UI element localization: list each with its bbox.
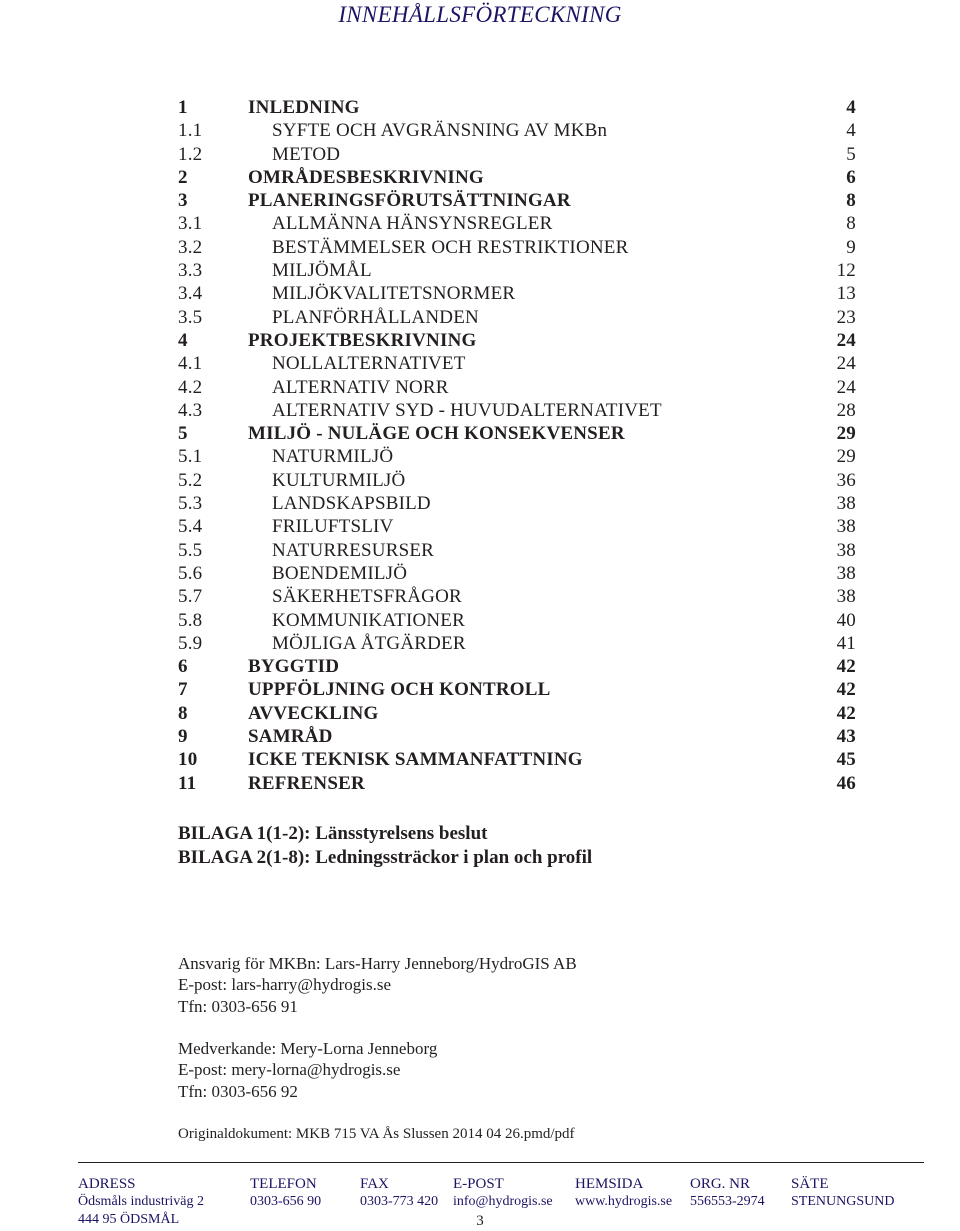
toc-page-number: 24	[836, 376, 856, 398]
toc-number: 5.9	[178, 632, 203, 654]
appendix-1: BILAGA 1(1-2): Länsstyrelsens beslut	[178, 823, 488, 844]
toc-title: FRILUFTSLIV	[272, 516, 394, 538]
toc-row	[0, 469, 960, 492]
toc-number: 5.8	[178, 609, 203, 631]
toc-row	[0, 376, 960, 399]
toc-page-number: 6	[846, 166, 856, 188]
toc-row	[0, 352, 960, 375]
toc-title: BYGGTID	[248, 656, 340, 678]
page-title: INNEHÅLLSFÖRTECKNING	[338, 2, 622, 27]
toc-row	[0, 772, 960, 795]
footer-address-line1: Ödsmåls industriväg 2	[78, 1194, 204, 1209]
toc-title: ALTERNATIV NORR	[272, 376, 449, 398]
toc-row	[0, 562, 960, 585]
toc-number: 4.2	[178, 376, 203, 398]
toc-title: AVVECKLING	[248, 702, 379, 724]
toc-title: MILJÖMÅL	[272, 260, 372, 282]
toc-row	[0, 492, 960, 515]
toc-row	[0, 609, 960, 632]
toc-number: 4	[178, 329, 188, 351]
toc-title: MÖJLIGA ÅTGÄRDER	[272, 632, 466, 654]
footer-website-label: HEMSIDA	[575, 1176, 644, 1192]
toc-number: 3.3	[178, 260, 203, 282]
toc-page-number: 38	[836, 586, 856, 608]
toc-page-number: 38	[836, 493, 856, 515]
footer-divider	[78, 1162, 924, 1163]
toc-title: NOLLALTERNATIVET	[272, 353, 466, 375]
toc-row	[0, 282, 960, 305]
toc-title: LANDSKAPSBILD	[272, 493, 431, 515]
toc-page-number: 42	[836, 679, 856, 701]
footer-fax-label: FAX	[360, 1176, 389, 1192]
toc-page-number: 42	[836, 656, 856, 678]
toc-row	[0, 748, 960, 771]
toc-page-number: 8	[846, 190, 856, 212]
toc-page-number: 24	[836, 353, 856, 375]
toc-page-number: 29	[836, 446, 856, 468]
toc-page-number: 38	[836, 516, 856, 538]
toc-number: 5.1	[178, 446, 203, 468]
toc-row	[0, 166, 960, 189]
toc-number: 1.1	[178, 120, 203, 142]
toc-page-number: 46	[836, 772, 856, 794]
toc-page-number: 38	[836, 539, 856, 561]
toc-row	[0, 329, 960, 352]
footer-email	[453, 1175, 553, 1211]
footer-phone-label: TELEFON	[250, 1176, 317, 1192]
contact-collaborator-phone: Tfn: 0303-656 92	[178, 1082, 298, 1101]
toc-number: 11	[178, 772, 197, 794]
toc-title: PROJEKTBESKRIVNING	[248, 329, 477, 351]
toc-row	[0, 655, 960, 678]
toc-row	[0, 119, 960, 142]
footer-email-label: E-POST	[453, 1176, 504, 1192]
toc-number: 5.2	[178, 469, 203, 491]
toc-title: ALLMÄNNA HÄNSYNSREGLER	[272, 213, 553, 235]
toc-number: 3	[178, 190, 188, 212]
toc-number: 1	[178, 97, 188, 118]
toc-title: ALTERNATIV SYD - HUVUDALTERNATIVET	[272, 399, 662, 421]
toc-number: 3.1	[178, 213, 203, 235]
toc-number: 2	[178, 166, 188, 188]
toc-row	[0, 399, 960, 422]
table-of-contents	[0, 96, 960, 795]
toc-page-number: 29	[836, 423, 856, 445]
toc-row	[0, 539, 960, 562]
footer-fax	[360, 1175, 438, 1211]
toc-page-number: 8	[846, 213, 856, 235]
toc-number: 5.7	[178, 586, 203, 608]
toc-row	[0, 725, 960, 748]
toc-page-number: 5	[846, 143, 856, 165]
toc-number: 10	[178, 749, 198, 771]
toc-page-number: 4	[846, 97, 856, 118]
toc-page-number: 28	[836, 399, 856, 421]
contact-collaborator-email: E-post: mery-lorna@hydrogis.se	[178, 1060, 401, 1079]
toc-title: INLEDNING	[248, 97, 360, 118]
contact-collaborator: Medverkande: Mery-Lorna Jenneborg	[178, 1039, 438, 1058]
toc-page-number: 12	[836, 260, 856, 282]
toc-number: 9	[178, 726, 188, 748]
toc-title: NATURMILJÖ	[272, 446, 394, 468]
toc-row	[0, 212, 960, 235]
toc-number: 4.1	[178, 353, 203, 375]
toc-number: 4.3	[178, 399, 203, 421]
original-document-note: Originaldokument: MKB 715 VA Ås Slussen 2014 04 26.pmd/pdf	[178, 1126, 575, 1142]
toc-title: SÄKERHETSFRÅGOR	[272, 586, 462, 608]
footer-org	[690, 1175, 765, 1211]
toc-title: SAMRÅD	[248, 726, 333, 748]
toc-page-number: 45	[836, 749, 856, 771]
toc-page-number: 38	[836, 562, 856, 584]
footer-email-value: info@hydrogis.se	[453, 1194, 553, 1209]
toc-title: SYFTE OCH AVGRÄNSNING AV MKBn	[272, 120, 608, 142]
toc-page-number: 23	[836, 306, 856, 328]
toc-title: KOMMUNIKATIONER	[272, 609, 465, 631]
footer-seat-label: SÄTE	[791, 1176, 829, 1192]
footer-phone	[250, 1175, 321, 1211]
toc-row	[0, 259, 960, 282]
toc-row	[0, 422, 960, 445]
footer-seat	[791, 1175, 894, 1211]
contact-responsible-phone: Tfn: 0303-656 91	[178, 997, 298, 1016]
toc-row	[0, 236, 960, 259]
toc-row	[0, 632, 960, 655]
toc-page-number: 4	[846, 120, 856, 142]
toc-row	[0, 515, 960, 538]
footer-seat-value: STENUNGSUND	[791, 1194, 895, 1209]
toc-number: 3.4	[178, 283, 203, 305]
toc-row	[0, 585, 960, 608]
toc-number: 5	[178, 423, 188, 445]
footer-org-value: 556553-2974	[690, 1194, 765, 1209]
toc-number: 5.6	[178, 562, 203, 584]
toc-row	[0, 702, 960, 725]
toc-number: 3.2	[178, 236, 203, 258]
toc-number: 7	[178, 679, 188, 701]
toc-title: ICKE TEKNISK SAMMANFATTNING	[248, 749, 583, 771]
toc-row	[0, 306, 960, 329]
toc-page-number: 43	[836, 726, 856, 748]
toc-page-number: 9	[846, 236, 856, 258]
toc-number: 1.2	[178, 143, 203, 165]
footer-org-label: ORG. NR	[690, 1176, 751, 1192]
contact-responsible-email: E-post: lars-harry@hydrogis.se	[178, 975, 391, 994]
toc-number: 5.4	[178, 516, 203, 538]
footer-website-value: www.hydrogis.se	[575, 1194, 673, 1209]
toc-number: 5.5	[178, 539, 203, 561]
toc-row	[0, 189, 960, 212]
toc-row	[0, 143, 960, 166]
toc-number: 5.3	[178, 493, 203, 515]
footer-address-line2: 444 95 ÖDSMÅL	[78, 1212, 180, 1227]
toc-page-number: 41	[836, 632, 856, 654]
toc-title: METOD	[272, 143, 341, 165]
toc-title: REFRENSER	[248, 772, 365, 794]
footer-fax-value: 0303-773 420	[360, 1194, 439, 1209]
toc-title: UPPFÖLJNING OCH KONTROLL	[248, 679, 551, 701]
toc-page-number: 24	[836, 329, 856, 351]
footer-address-label: ADRESS	[78, 1176, 136, 1192]
page-number: 3	[476, 1213, 484, 1229]
toc-number: 6	[178, 656, 188, 678]
toc-title: PLANERINGSFÖRUTSÄTTNINGAR	[248, 190, 571, 212]
contact-responsible: Ansvarig för MKBn: Lars-Harry Jenneborg/HydroGIS AB	[178, 954, 577, 973]
toc-row	[0, 445, 960, 468]
toc-page-number: 36	[836, 469, 856, 491]
toc-row	[0, 96, 960, 119]
toc-page-number: 42	[836, 702, 856, 724]
toc-title: BOENDEMILJÖ	[272, 562, 408, 584]
toc-page-number: 40	[836, 609, 856, 631]
toc-title: PLANFÖRHÅLLANDEN	[272, 306, 479, 328]
toc-row	[0, 678, 960, 701]
toc-page-number: 13	[836, 283, 856, 305]
toc-title: NATURRESURSER	[272, 539, 435, 561]
toc-title: KULTURMILJÖ	[272, 469, 406, 491]
toc-number: 3.5	[178, 306, 203, 328]
toc-title: BESTÄMMELSER OCH RESTRIKTIONER	[272, 236, 629, 258]
toc-title: MILJÖKVALITETSNORMER	[272, 283, 516, 305]
toc-title: MILJÖ - NULÄGE OCH KONSEKVENSER	[248, 423, 625, 445]
toc-number: 8	[178, 702, 188, 724]
footer-phone-value: 0303-656 90	[250, 1194, 322, 1209]
appendix-2: BILAGA 2(1-8): Ledningssträckor i plan och profil	[178, 847, 593, 868]
footer-website	[575, 1175, 672, 1211]
toc-title: OMRÅDESBESKRIVNING	[248, 166, 484, 188]
